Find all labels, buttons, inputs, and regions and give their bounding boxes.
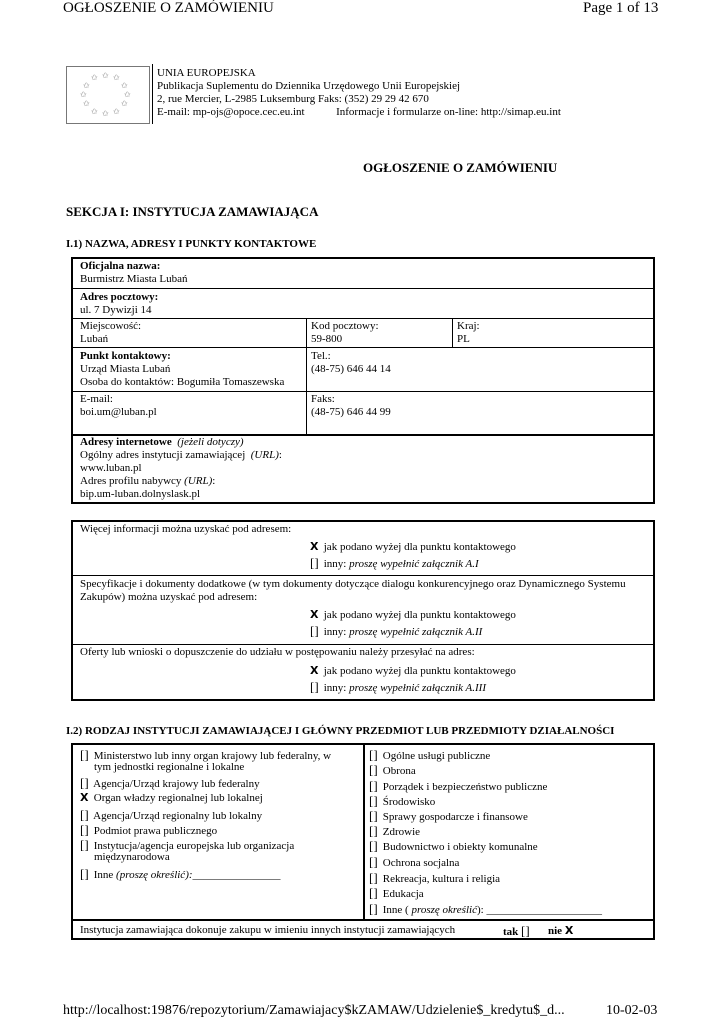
option-defence: Obrona bbox=[382, 765, 416, 777]
buyer-profile-value: bip.um-luban.dolnyslask.pl bbox=[80, 488, 201, 500]
option-other: Inne ( bbox=[382, 904, 409, 916]
country-value: PL bbox=[457, 333, 470, 345]
publisher-online: Informacje i formularze on-line: http://simap.eu.int bbox=[336, 106, 561, 118]
checkbox-unchecked[interactable]: [] bbox=[369, 793, 378, 808]
checkbox-unchecked[interactable]: [] bbox=[310, 679, 319, 694]
on-behalf-yes-label: tak bbox=[503, 926, 519, 938]
option-other-note: proszę określić bbox=[411, 904, 477, 916]
eu-flag-logo: ✩ ✩ ✩ ✩ ✩ ✩ ✩ ✩ ✩ ✩ ✩ ✩ bbox=[66, 66, 150, 124]
checkbox-unchecked[interactable]: [] bbox=[80, 837, 89, 852]
option-environment: Środowisko bbox=[382, 796, 436, 808]
country-label: Kraj: bbox=[457, 320, 480, 332]
option-eu-institution: Instytucja/agencja europejska lub organizacja bbox=[93, 840, 295, 852]
option-economic: Sprawy gospodarcze i finansowe bbox=[382, 811, 528, 823]
footer-url: http://localhost:19876/repozytorium/Zamawiajacy$kZAMAW/Udzielenie$_kredytu$_d... bbox=[63, 1003, 565, 1018]
page-header-title: OGŁOSZENIE O ZAMÓWIENIU bbox=[63, 0, 274, 16]
option-other: Inne bbox=[93, 869, 114, 881]
city-value: Lubań bbox=[80, 333, 109, 345]
option-regional-agency: Agencja/Urząd regionalny lub lokalny bbox=[93, 810, 263, 822]
checkbox-unchecked[interactable]: [] bbox=[369, 808, 378, 823]
option-same-contact: jak podano wyżej dla punktu kontaktowego bbox=[323, 609, 516, 621]
section-i2-heading: I.2) RODZAJ INSTYTUCJI ZAMAWIAJĄCEJ I GŁÓWNY PRZEDMIOT LUB PRZEDMIOTY DZIAŁALNOŚCI bbox=[66, 725, 615, 737]
option-ministry-cont: tym jednostki regionalne i lokalne bbox=[94, 761, 245, 773]
option-public-law: Podmiot prawa publicznego bbox=[93, 825, 218, 837]
internet-addresses-label: Adresy internetowe bbox=[80, 436, 172, 448]
option-fill-annex: proszę wypełnić załącznik A.II bbox=[349, 626, 483, 638]
checkbox-unchecked[interactable]: [] bbox=[369, 838, 378, 853]
checkbox-unchecked[interactable]: [] bbox=[369, 885, 378, 900]
fax-value: (48-75) 646 44 99 bbox=[311, 406, 391, 418]
contact-point-label: Punkt kontaktowy: bbox=[80, 350, 171, 362]
official-name-value: Burmistrz Miasta Lubań bbox=[80, 273, 188, 285]
option-other-blank[interactable]: _____________________ bbox=[486, 904, 602, 916]
city-label: Miejscowość: bbox=[80, 320, 142, 332]
option-education: Edukacja bbox=[382, 888, 424, 900]
publisher-line: UNIA EUROPEJSKA bbox=[157, 67, 256, 79]
contact-org: Urząd Miasta Lubań bbox=[80, 363, 171, 375]
postal-address-value: ul. 7 Dywizji 14 bbox=[80, 304, 152, 316]
email-value: boi.um@luban.pl bbox=[80, 406, 157, 418]
on-behalf-no-label: nie bbox=[548, 925, 563, 937]
option-other: inny: bbox=[323, 682, 347, 694]
official-name-label: Oficjalna nazwa: bbox=[80, 260, 161, 272]
checkbox-unchecked[interactable]: [] bbox=[369, 762, 378, 777]
checkbox-unchecked[interactable]: [] bbox=[369, 747, 378, 762]
publisher-line: 2, rue Mercier, L-2985 Luksemburg Faks: (352) 29 29 42 670 bbox=[157, 93, 429, 105]
option-health: Zdrowie bbox=[382, 826, 421, 838]
option-other-close: ): bbox=[476, 904, 484, 916]
general-url-value: www.luban.pl bbox=[80, 462, 142, 474]
checkbox-checked[interactable]: X bbox=[80, 791, 89, 804]
option-ministry: Ministerstwo lub inny organ krajowy lub federalny, w bbox=[93, 750, 332, 762]
postal-address-label: Adres pocztowy: bbox=[80, 291, 159, 303]
section-title: SEKCJA I: INSTYTUCJA ZAMAWIAJĄCA bbox=[66, 204, 319, 219]
document-title: OGŁOSZENIE O ZAMÓWIENIU bbox=[363, 160, 558, 175]
on-behalf-yes-checkbox[interactable]: [] bbox=[521, 923, 530, 938]
specs-question: Specyfikacje i dokumenty dodatkowe (w tym dokumenty dotyczące dialogu konkurencyjnego oraz Dynamicznego Systemu Zakupów) można uzyskać pod adresem: bbox=[80, 578, 626, 603]
checkbox-unchecked[interactable]: [] bbox=[310, 555, 319, 570]
option-other-blank[interactable]: ________________ bbox=[192, 869, 281, 881]
contact-person: Osoba do kontaktów: Bogumiła Tomaszewska bbox=[80, 376, 285, 388]
offers-question: Oferty lub wnioski o dopuszczenie do udziału w postępowaniu należy przesyłać na adres: bbox=[80, 646, 475, 658]
option-national-agency: Agencja/Urząd krajowy lub federalny bbox=[93, 778, 260, 790]
url-note: (URL) bbox=[184, 475, 213, 487]
on-behalf-question: Instytucja zamawiająca dokonuje zakupu w imieniu innych instytucji zamawiających bbox=[80, 924, 456, 936]
checkbox-checked[interactable]: X bbox=[310, 608, 319, 621]
zip-label: Kod pocztowy: bbox=[311, 320, 379, 332]
option-eu-institution-cont: międzynarodowa bbox=[94, 851, 170, 863]
checkbox-unchecked[interactable]: [] bbox=[80, 866, 89, 881]
option-recreation: Rekreacja, kultura i religia bbox=[382, 873, 501, 885]
checkbox-unchecked[interactable]: [] bbox=[80, 775, 89, 790]
checkbox-unchecked[interactable]: [] bbox=[80, 807, 89, 822]
option-fill-annex: proszę wypełnić załącznik A.III bbox=[349, 682, 486, 694]
fax-label: Faks: bbox=[311, 393, 335, 405]
url-note: (URL) bbox=[250, 449, 279, 461]
option-social: Ochrona socjalna bbox=[382, 857, 460, 869]
option-general-services: Ogólne usługi publiczne bbox=[382, 750, 491, 762]
publisher-block bbox=[157, 67, 561, 119]
page-number: Page 1 of 13 bbox=[583, 0, 659, 16]
checkbox-unchecked[interactable]: [] bbox=[80, 747, 89, 762]
option-same-contact: jak podano wyżej dla punktu kontaktowego bbox=[323, 665, 516, 677]
general-url-label: Ogólny adres instytucji zamawiającej bbox=[80, 449, 246, 461]
footer-date: 10-02-03 bbox=[606, 1003, 658, 1018]
section-i1-heading: I.1) NAZWA, ADRESY I PUNKTY KONTAKTOWE bbox=[66, 238, 317, 250]
option-other: inny: bbox=[323, 626, 347, 638]
tel-value: (48-75) 646 44 14 bbox=[311, 363, 391, 375]
option-regional-authority: Organ władzy regionalnej lub lokalnej bbox=[93, 792, 263, 804]
zip-value: 59-800 bbox=[311, 333, 343, 345]
checkbox-checked[interactable]: X bbox=[310, 540, 319, 553]
buyer-profile-label: Adres profilu nabywcy bbox=[80, 475, 182, 487]
option-same-contact: jak podano wyżej dla punktu kontaktowego bbox=[323, 541, 516, 553]
option-housing: Budownictwo i obiekty komunalne bbox=[382, 841, 538, 853]
checkbox-unchecked[interactable]: [] bbox=[369, 901, 378, 916]
email-label: E-mail: bbox=[80, 393, 113, 405]
on-behalf-no-checkbox[interactable]: X bbox=[564, 924, 574, 937]
checkbox-unchecked[interactable]: [] bbox=[80, 822, 89, 837]
checkbox-unchecked[interactable]: [] bbox=[369, 870, 378, 885]
option-other: inny: bbox=[323, 558, 347, 570]
checkbox-checked[interactable]: X bbox=[310, 664, 319, 677]
checkbox-unchecked[interactable]: [] bbox=[310, 623, 319, 638]
checkbox-unchecked[interactable]: [] bbox=[369, 823, 378, 838]
checkbox-unchecked[interactable]: [] bbox=[369, 778, 378, 793]
option-public-order: Porządek i bezpieczeństwo publiczne bbox=[382, 781, 548, 793]
option-fill-annex: proszę wypełnić załącznik A.I bbox=[349, 558, 479, 570]
internet-note: (jeżeli dotyczy) bbox=[177, 436, 244, 448]
publisher-line: Publikacja Suplementu do Dziennika Urzędowego Unii Europejskiej bbox=[157, 80, 461, 92]
option-other-note: (proszę określić): bbox=[116, 869, 193, 881]
checkbox-unchecked[interactable]: [] bbox=[369, 854, 378, 869]
tel-label: Tel.: bbox=[311, 350, 331, 362]
more-info-question: Więcej informacji można uzyskać pod adresem: bbox=[80, 523, 292, 535]
publisher-email: E-mail: mp-ojs@opoce.cec.eu.int bbox=[157, 106, 305, 118]
